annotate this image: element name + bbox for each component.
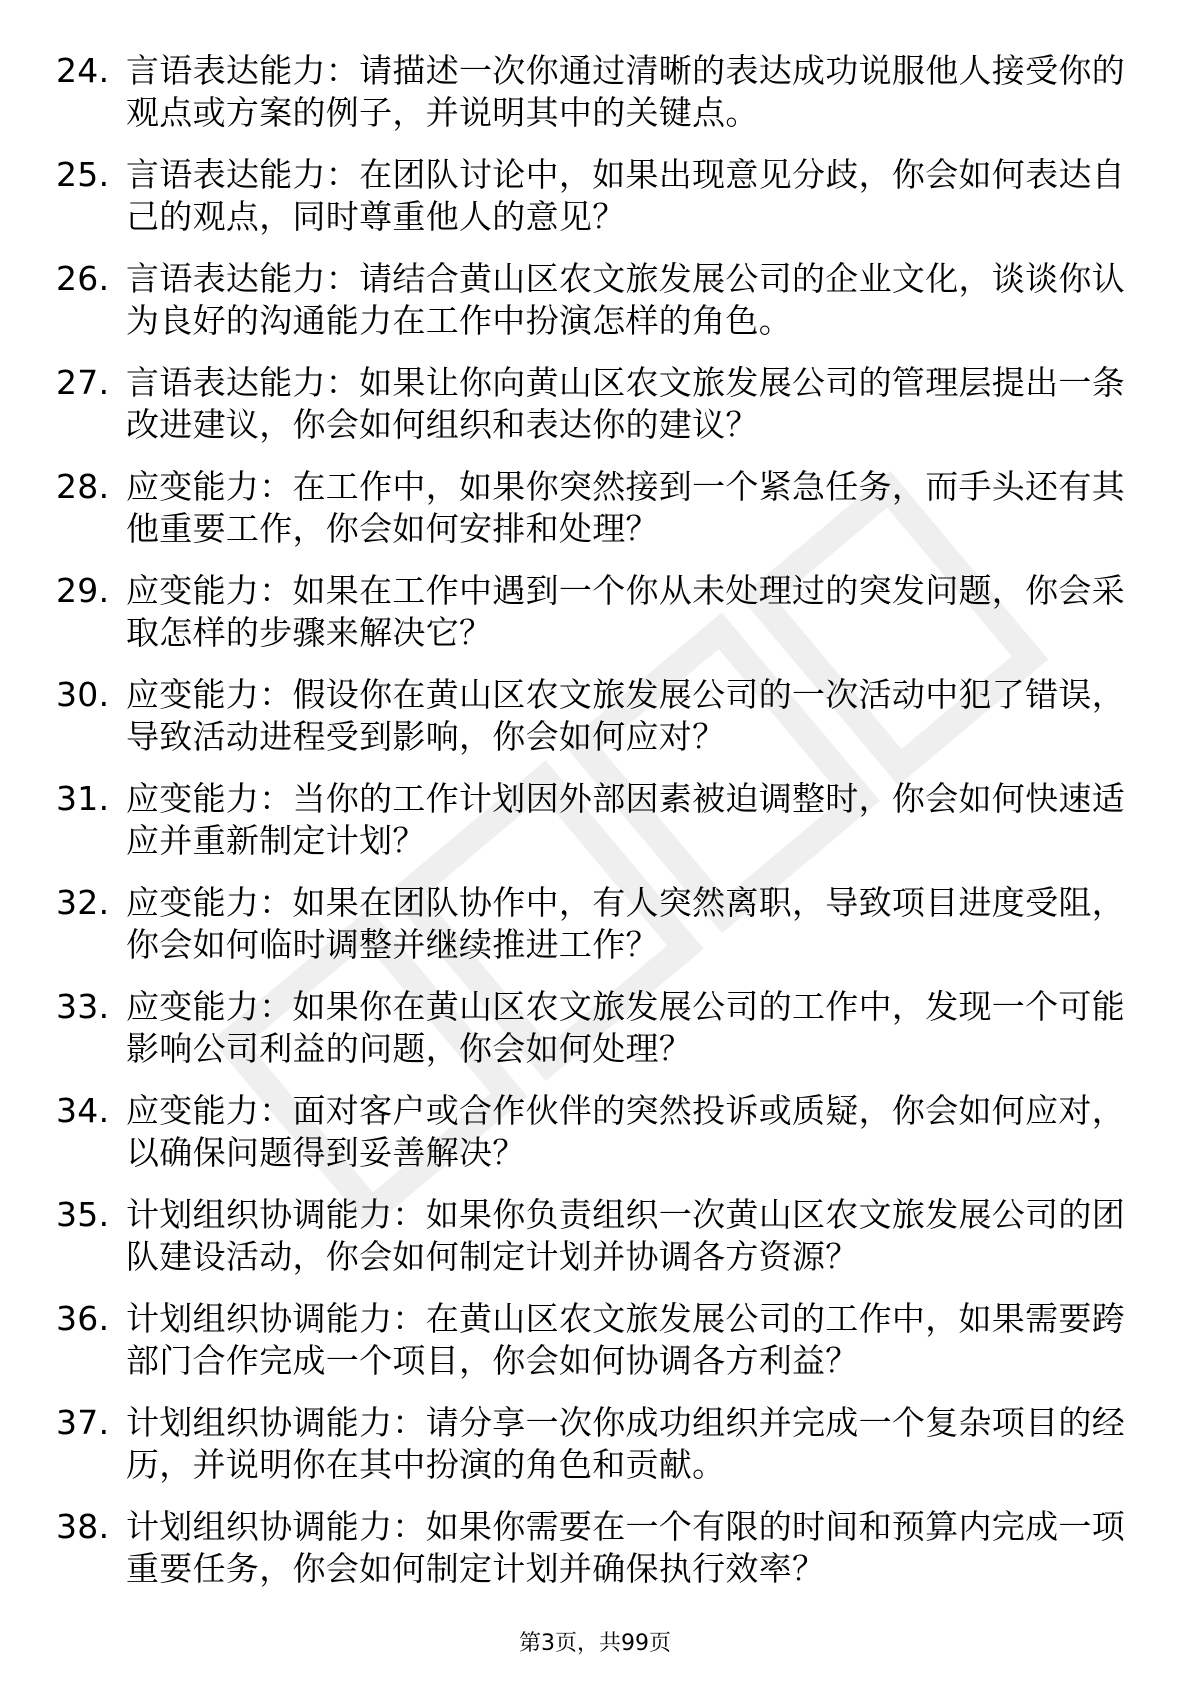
question-number: 36. bbox=[56, 1299, 110, 1338]
question-item bbox=[56, 1298, 1126, 1382]
question-text: 应变能力：如果你在黄山区农文旅发展公司的工作中，发现一个可能影响公司利益的问题，你会如何处理？ bbox=[126, 987, 1125, 1068]
question-text: 言语表达能力：如果让你向黄山区农文旅发展公司的管理层提出一条改进建议，你会如何组织和表达你的建议？ bbox=[126, 363, 1125, 444]
question-number: 31. bbox=[56, 779, 110, 818]
question-number: 37. bbox=[56, 1403, 110, 1442]
question-number: 26. bbox=[56, 259, 110, 298]
question-list bbox=[56, 50, 1126, 1610]
page-footer: 第3页，共99页 bbox=[519, 1631, 671, 1656]
question-item bbox=[56, 50, 1126, 134]
question-item bbox=[56, 258, 1126, 342]
question-number: 32. bbox=[56, 883, 110, 922]
question-item bbox=[56, 882, 1126, 966]
question-text: 应变能力：假设你在黄山区农文旅发展公司的一次活动中犯了错误，导致活动进程受到影响，你会如何应对？ bbox=[126, 675, 1125, 756]
question-text: 应变能力：如果在团队协作中，有人突然离职，导致项目进度受阻，你会如何临时调整并继续推进工作？ bbox=[126, 883, 1125, 964]
question-number: 28. bbox=[56, 467, 110, 506]
question-item bbox=[56, 570, 1126, 654]
question-number: 35. bbox=[56, 1195, 110, 1234]
question-item bbox=[56, 362, 1126, 446]
question-number: 29. bbox=[56, 571, 110, 610]
question-number: 25. bbox=[56, 155, 110, 194]
question-text: 言语表达能力：在团队讨论中，如果出现意见分歧，你会如何表达自己的观点，同时尊重他人的意见？ bbox=[126, 155, 1125, 236]
question-text: 应变能力：当你的工作计划因外部因素被迫调整时，你会如何快速适应并重新制定计划？ bbox=[126, 779, 1125, 860]
question-text: 应变能力：在工作中，如果你突然接到一个紧急任务，而手头还有其他重要工作，你会如何安排和处理？ bbox=[126, 467, 1125, 548]
question-item bbox=[56, 1090, 1126, 1174]
question-item bbox=[56, 986, 1126, 1070]
question-item bbox=[56, 674, 1126, 758]
question-text: 计划组织协调能力：如果你负责组织一次黄山区农文旅发展公司的团队建设活动，你会如何制定计划并协调各方资源？ bbox=[126, 1195, 1125, 1276]
question-text: 计划组织协调能力：在黄山区农文旅发展公司的工作中，如果需要跨部门合作完成一个项目，你会如何协调各方利益？ bbox=[126, 1299, 1125, 1380]
question-number: 33. bbox=[56, 987, 110, 1026]
question-text: 应变能力：面对客户或合作伙伴的突然投诉或质疑，你会如何应对，以确保问题得到妥善解决？ bbox=[126, 1091, 1125, 1172]
question-number: 30. bbox=[56, 675, 110, 714]
question-text: 计划组织协调能力：请分享一次你成功组织并完成一个复杂项目的经历，并说明你在其中扮演的角色和贡献。 bbox=[126, 1403, 1125, 1484]
question-number: 27. bbox=[56, 363, 110, 402]
question-item bbox=[56, 1194, 1126, 1278]
question-number: 34. bbox=[56, 1091, 110, 1130]
question-item bbox=[56, 778, 1126, 862]
question-text: 计划组织协调能力：如果你需要在一个有限的时间和预算内完成一项重要任务，你会如何制定计划并确保执行效率？ bbox=[126, 1507, 1125, 1588]
question-item bbox=[56, 154, 1126, 238]
question-text: 言语表达能力：请结合黄山区农文旅发展公司的企业文化，谈谈你认为良好的沟通能力在工作中扮演怎样的角色。 bbox=[126, 259, 1125, 340]
question-item bbox=[56, 1506, 1126, 1590]
question-text: 言语表达能力：请描述一次你通过清晰的表达成功说服他人接受你的观点或方案的例子，并说明其中的关键点。 bbox=[126, 51, 1125, 132]
question-number: 24. bbox=[56, 51, 110, 90]
question-number: 38. bbox=[56, 1507, 110, 1546]
question-text: 应变能力：如果在工作中遇到一个你从未处理过的突发问题，你会采取怎样的步骤来解决它？ bbox=[126, 571, 1125, 652]
question-item bbox=[56, 466, 1126, 550]
question-item bbox=[56, 1402, 1126, 1486]
